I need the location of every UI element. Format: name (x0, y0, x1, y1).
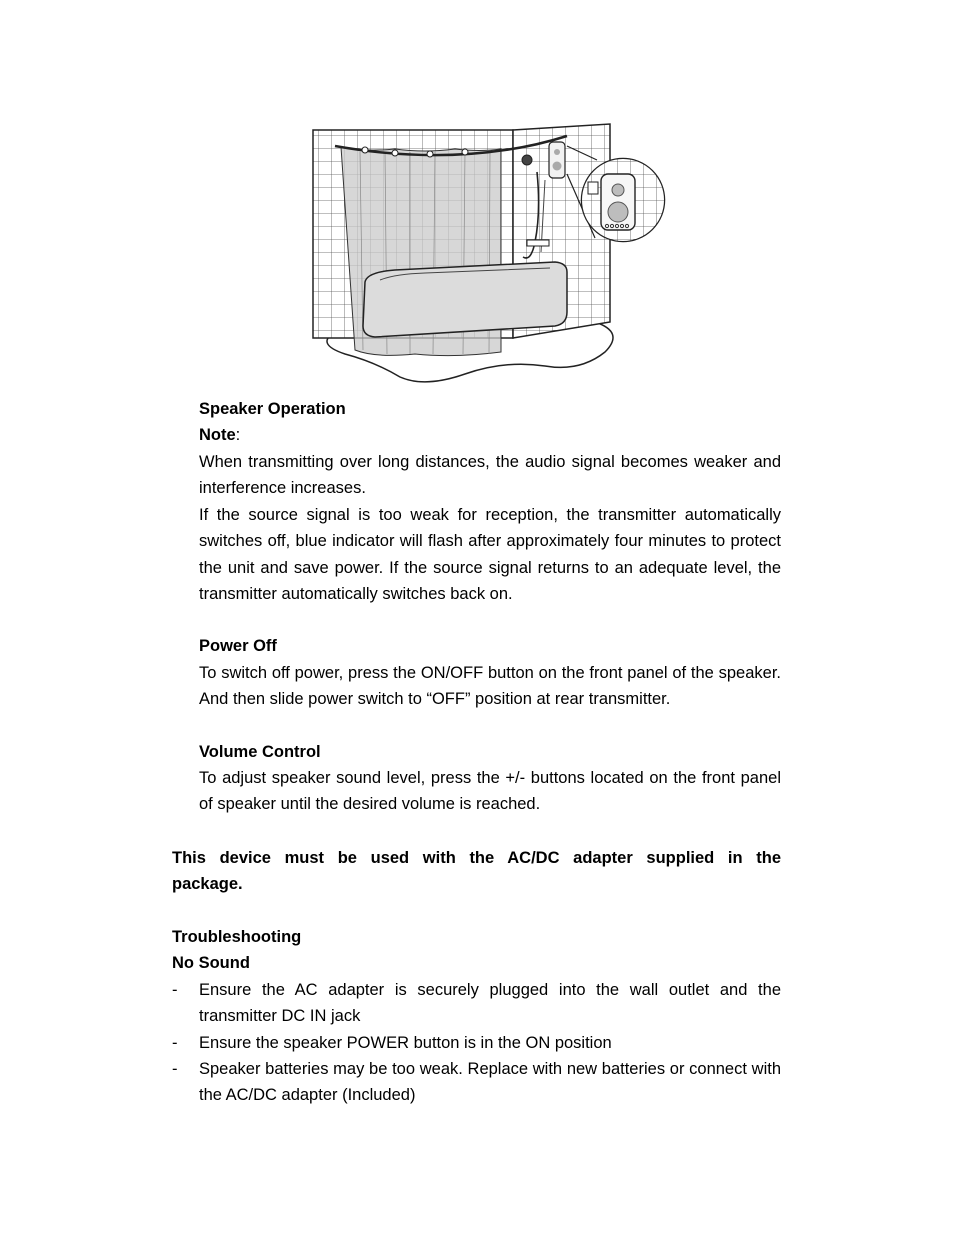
bullet-dash: - (172, 1034, 178, 1052)
list-item-text: Speaker batteries may be too weak. Replace with new batteries or connect with the AC/DC adapter (Included) (199, 1060, 781, 1105)
speaker-operation-heading: Speaker Operation (199, 400, 346, 418)
note-line (199, 422, 781, 448)
note-paragraph-1: When transmitting over long distances, the audio signal becomes weaker and interference increases. (199, 453, 781, 498)
note-colon: : (235, 426, 241, 444)
list-item-text: Ensure the AC adapter is securely plugged into the wall outlet and the transmitter DC IN jack (199, 981, 781, 1026)
power-off-heading: Power Off (199, 637, 277, 655)
bullet-dash: - (172, 981, 178, 999)
list-item-text: Ensure the speaker POWER button is in the ON position (199, 1034, 612, 1052)
adapter-warning: This device must be used with the AC/DC adapter supplied in the package. (172, 849, 781, 894)
bathtub-speaker-illustration (305, 122, 675, 390)
volume-control-heading: Volume Control (199, 743, 321, 761)
power-off-text: To switch off power, press the ON/OFF button on the front panel of the speaker. And then slide power switch to “OFF” position at rear transmitter. (199, 664, 800, 709)
note-label: Note (199, 426, 236, 444)
no-sound-subheading: No Sound (172, 954, 250, 972)
volume-control-text: To adjust speaker sound level, press the +/- buttons located on the front panel of speaker until the desired volume is reached. (199, 769, 781, 814)
bullet-dash: - (172, 1060, 178, 1078)
troubleshooting-heading: Troubleshooting (172, 928, 302, 946)
note-paragraph-2: If the source signal is too weak for reception, the transmitter automatically switches off, blue indicator will flash after approximately four minutes to protect the unit and save power. If the source signal returns to an adequate level, the transmitter automatically switches back on. (199, 506, 781, 604)
